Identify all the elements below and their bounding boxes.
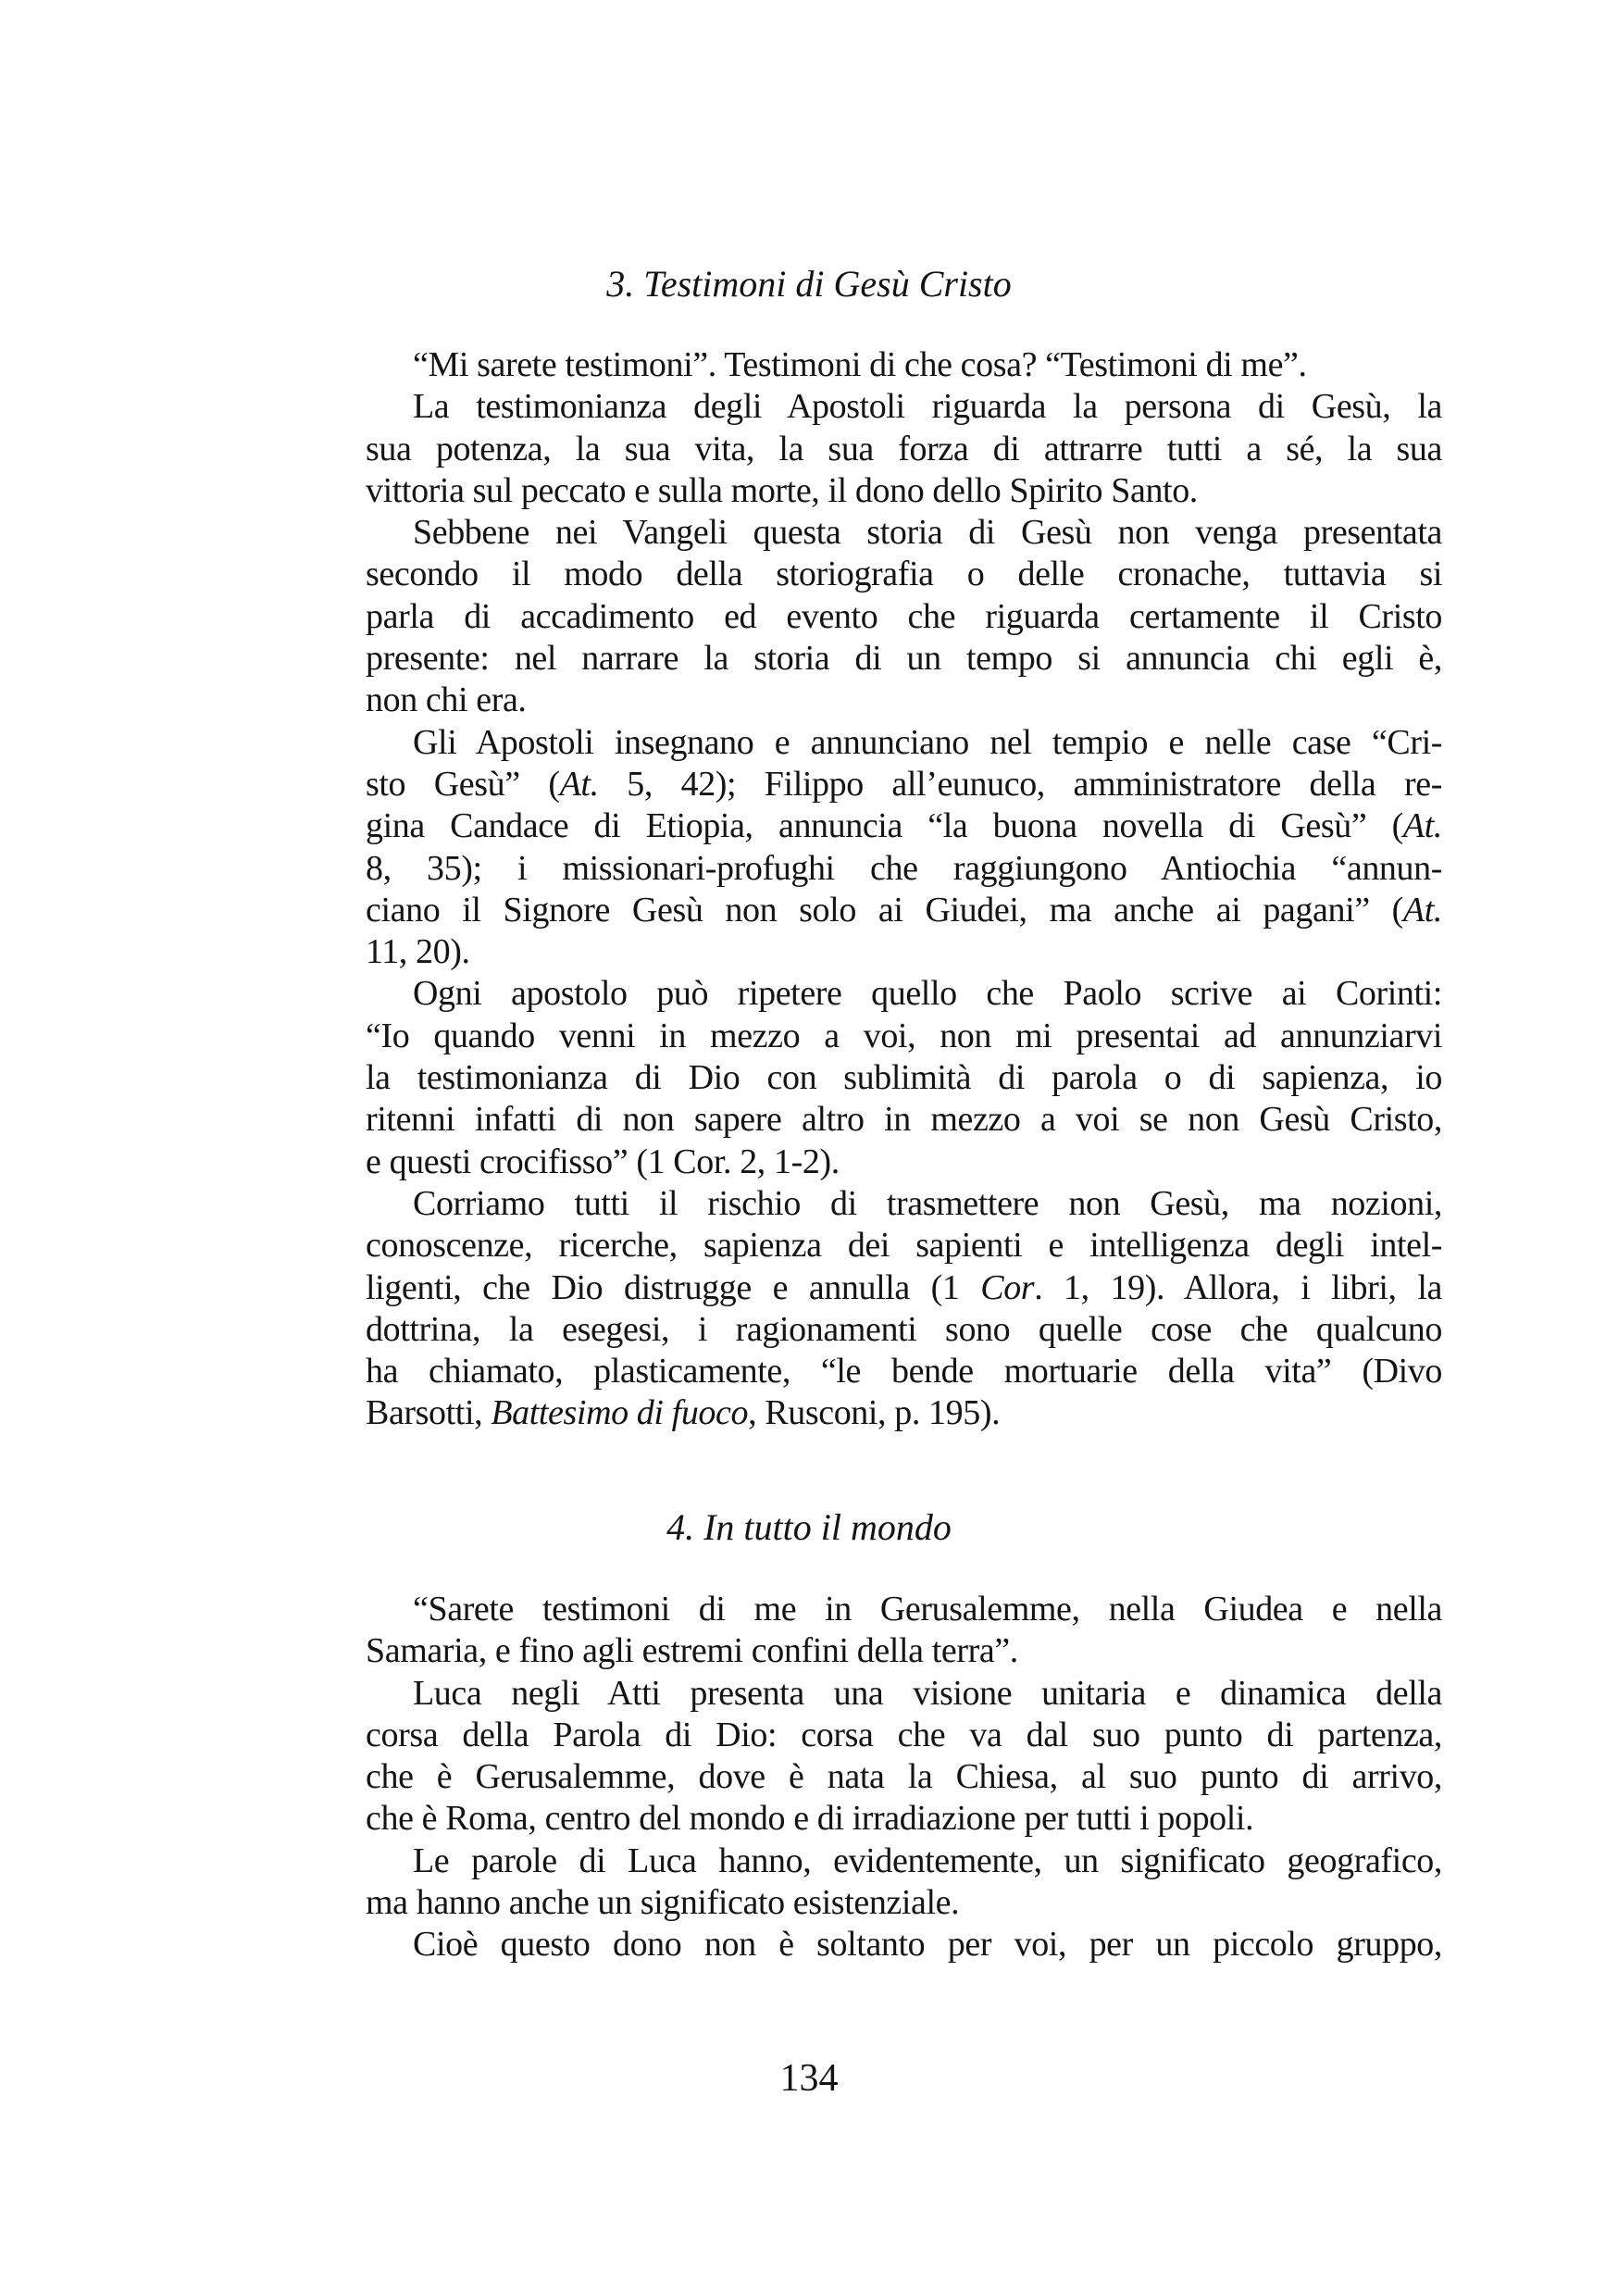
text-segment: Cioè questo dono non è soltanto per voi, per un piccolo gruppo, — [413, 1925, 1442, 1965]
text-line — [366, 638, 1442, 680]
text-segment: “Sarete testimoni di me in Gerusalemme, nella Giudea e nella — [413, 1590, 1442, 1628]
text-segment: parla di accadimento ed evento che riguarda certamente il Cristo — [366, 596, 1442, 636]
italic-text-segment: Battesimo di fuoco — [491, 1393, 749, 1433]
text-line — [366, 1841, 1442, 1882]
section-3-heading: 3. Testimoni di Gesù Cristo — [606, 263, 1012, 305]
text-segment: vittoria sul peccato e sulla morte, il dono dello Spirito Santo. — [366, 470, 1198, 510]
text-line — [366, 1099, 1442, 1141]
text-line — [366, 680, 1442, 721]
text-line — [366, 805, 1442, 847]
text-segment: Le parole di Luca hanno, evidentemente, un significato geografico, — [413, 1841, 1442, 1880]
text-segment: , Rusconi, p. 195). — [748, 1393, 1001, 1433]
text-segment: Ogni apostolo può ripetere quello che Paolo scrive ai Corinti: — [413, 974, 1442, 1014]
section-4-body — [366, 1589, 1442, 1966]
text-line — [366, 1756, 1442, 1798]
text-segment: Barsotti, — [366, 1393, 492, 1433]
text-segment: e questi crocifisso” (1 Cor. 2, 1-2). — [366, 1142, 840, 1181]
text-segment: 5, 42); Filippo all’eunuco, amministratore della re- — [598, 764, 1442, 804]
text-segment: ligenti, che Dio distrugge e annulla (1 — [366, 1267, 981, 1307]
section-3-body — [366, 344, 1442, 1435]
text-segment: Samaria, e fino agli estremi confini della terra”. — [366, 1631, 1018, 1671]
text-line — [366, 512, 1442, 554]
text-segment: non chi era. — [366, 680, 527, 720]
text-line — [366, 554, 1442, 595]
text-segment: “Io quando venni in mezzo a voi, non mi presentai ad annunziarvi — [366, 1016, 1442, 1055]
text-segment: dottrina, la esegesi, i ragionamenti sono quelle cose che qualcuno — [366, 1309, 1442, 1349]
text-line — [366, 470, 1442, 512]
italic-text-segment: At. — [1402, 890, 1442, 930]
text-segment: ma hanno anche un significato esistenziale. — [366, 1883, 960, 1923]
text-line — [366, 1142, 1442, 1183]
text-segment: presente: nel narrare la storia di un tempo si annuncia chi egli è, — [366, 639, 1442, 679]
text-line — [366, 1630, 1442, 1672]
text-line — [366, 1715, 1442, 1756]
text-segment: conoscenze, ricerche, sapienza dei sapienti e intelligenza degli intel- — [366, 1226, 1442, 1266]
text-line — [366, 1882, 1442, 1924]
text-segment: secondo il modo della storiografia o delle cronache, tuttavia si — [366, 555, 1442, 594]
text-line — [366, 1225, 1442, 1267]
text-line — [366, 722, 1442, 764]
text-segment: che è Roma, centro del mondo e di irradiazione per tutti i popoli. — [366, 1799, 1254, 1839]
text-segment: gina Candace di Etiopia, annuncia “la buona novella di Gesù” ( — [366, 806, 1403, 846]
section-4-heading: 4. In tutto il mondo — [666, 1506, 952, 1548]
text-segment: 11, 20). — [366, 932, 470, 972]
text-line — [366, 429, 1442, 470]
text-line — [366, 1392, 1442, 1434]
italic-text-segment: At. — [559, 764, 599, 804]
text-segment: Sebbene nei Vangeli questa storia di Gesù non venga presentata — [413, 513, 1442, 553]
text-line — [366, 1267, 1442, 1309]
text-line — [366, 890, 1442, 931]
text-segment: ritenni infatti di non sapere altro in mezzo a voi se non Gesù Cristo, — [366, 1100, 1442, 1140]
text-line — [366, 931, 1442, 973]
text-segment: . 1, 19). Allora, i libri, la — [1034, 1267, 1442, 1307]
italic-text-segment: At. — [1402, 806, 1442, 846]
text-line — [366, 848, 1442, 890]
text-line — [366, 596, 1442, 638]
text-segment: Gli Apostoli insegnano e annunciano nel tempio e nelle case “Cri- — [413, 722, 1442, 762]
text-line — [366, 973, 1442, 1015]
text-line — [366, 1016, 1442, 1057]
text-segment: ha chiamato, plasticamente, “le bende mortuarie della vita” (Divo — [366, 1352, 1442, 1391]
italic-text-segment: Cor — [980, 1267, 1035, 1307]
text-segment: corsa della Parola di Dio: corsa che va dal suo punto di partenza, — [366, 1715, 1442, 1754]
text-line — [366, 1309, 1442, 1351]
page-number: 134 — [779, 2057, 839, 2100]
text-line — [366, 1924, 1442, 1965]
text-segment: che è Gerusalemme, dove è nata la Chiesa, al suo punto di arrivo, — [366, 1757, 1442, 1797]
text-line — [366, 1351, 1442, 1392]
text-line — [366, 1798, 1442, 1840]
text-segment: “Mi sarete testimoni”. Testimoni di che cosa? “Testimoni di me”. — [413, 345, 1307, 384]
text-segment: ciano il Signore Gesù non solo ai Giudei, ma anche ai pagani” ( — [366, 890, 1403, 930]
text-segment: sua potenza, la sua vita, la sua forza di attrarre tutti a sé, la sua — [366, 429, 1442, 468]
text-line — [366, 764, 1442, 805]
text-segment: Corriamo tutti il rischio di trasmettere non Gesù, ma nozioni, — [413, 1183, 1442, 1223]
text-line — [366, 1589, 1442, 1630]
text-segment: sto Gesù” ( — [366, 764, 560, 804]
text-segment: 8, 35); i missionari-profughi che raggiungono Antiochia “annun- — [366, 848, 1442, 888]
text-line — [366, 1183, 1442, 1225]
text-line — [366, 344, 1442, 386]
text-segment: Luca negli Atti presenta una visione unitaria e dinamica della — [413, 1673, 1442, 1713]
text-segment: La testimonianza degli Apostoli riguarda la persona di Gesù, la — [413, 387, 1442, 427]
text-line — [366, 1673, 1442, 1715]
text-segment: la testimonianza di Dio con sublimità di parola o di sapienza, io — [366, 1058, 1442, 1098]
text-line — [366, 1057, 1442, 1099]
text-line — [366, 386, 1442, 428]
